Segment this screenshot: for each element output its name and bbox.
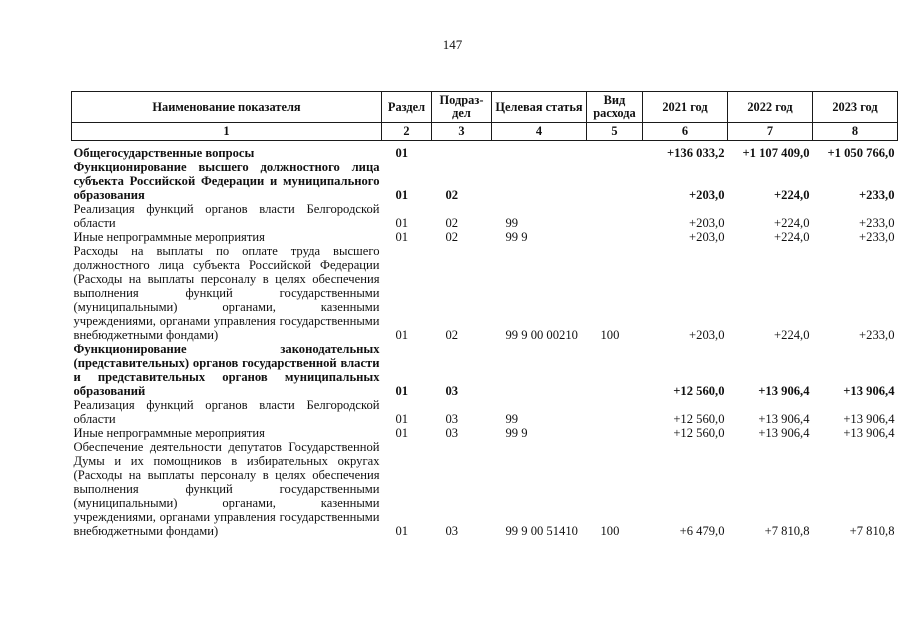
row-target-article: 99 9 00 51410 [505,524,578,538]
column-number: 2 [382,123,432,141]
row-subsection: 02 [445,328,459,342]
column-number-row [72,123,898,141]
row-value-2021: +203,0 [688,188,725,202]
row-value-2021: +203,0 [689,328,725,342]
row-expense-type: 100 [600,328,620,342]
column-number: 3 [432,123,492,141]
row-value-2022: +224,0 [774,328,810,342]
row-value-2023: +13 906,4 [843,426,895,440]
row-expense-type [587,398,643,426]
row-subsection: 03 [445,412,459,426]
row-value-2023: +1 050 766,0 [827,146,895,160]
row-section: 01 [395,384,409,398]
row-value-2022: +13 906,4 [758,384,810,398]
row-indicator-name: Расходы на выплаты по оплате труда высшего должностного лица субъекта Российской Федерации (Расходы на выплаты персоналу в целях обеспечения выполнения функций государственными (муниципальными) органами, казенными учреждениями, органами управления государственными внебюджетными фондами) [73,244,380,342]
row-section: 01 [395,216,409,230]
column-number: 4 [492,123,587,141]
row-value-2022: +224,0 [774,216,810,230]
table-header-row [72,92,898,123]
row-value-2021: +6 479,0 [679,524,725,538]
header-subsection: Подраз-дел [432,92,492,123]
table-row [72,230,898,244]
row-subsection: 03 [445,426,459,440]
header-section: Раздел [382,92,432,123]
row-indicator-name: Иные непрограммные мероприятия [73,230,265,244]
row-subsection: 02 [445,230,459,244]
header-year-2021: 2021 год [643,92,728,123]
row-section: 01 [395,188,409,202]
row-target-article [492,342,587,398]
table-row [72,440,898,538]
row-value-2021: +12 560,0 [673,384,725,398]
row-expense-type [587,202,643,230]
column-number: 6 [643,123,728,141]
table-row [72,398,898,426]
row-value-2022: +13 906,4 [758,426,810,440]
row-value-2023: +233,0 [859,230,895,244]
row-section: 01 [395,146,409,160]
row-target-article [492,141,587,161]
row-subsection: 02 [445,188,459,202]
row-value-2022: +224,0 [773,188,810,202]
header-indicator-name: Наименование показателя [72,92,382,123]
row-indicator-name: Функционирование законодательных (представительных) органов государственной власти и представительных органов муниципальных образований [73,342,380,398]
header-expense-type: Вид расхода [587,92,643,123]
row-indicator-name: Реализация функций органов власти Белгородской области [73,202,380,230]
column-number: 7 [728,123,813,141]
row-value-2021: +203,0 [689,230,725,244]
row-value-2021: +136 033,2 [666,146,725,160]
row-subsection [432,141,492,161]
row-value-2023: +233,0 [859,328,895,342]
header-target-article: Целевая статья [492,92,587,123]
table-row [72,244,898,342]
table-row [72,160,898,202]
table-body [72,141,898,539]
row-section: 01 [395,426,409,440]
page-number: 147 [442,37,463,52]
row-expense-type: 100 [600,524,620,538]
row-value-2021: +12 560,0 [673,412,725,426]
header-year-2023: 2023 год [813,92,898,123]
row-indicator-name: Обеспечение деятельности депутатов Государственной Думы и их помощников в избирательных округах (Расходы на выплаты персоналу в целях обеспечения выполнения функций государственными (муниципальными) органами, казенными учреждениями, органами управления государственными внебюджетными фондами) [73,440,380,538]
row-value-2022: +7 810,8 [764,524,810,538]
row-subsection: 03 [445,524,459,538]
row-value-2023: +7 810,8 [849,524,895,538]
row-target-article: 99 9 [505,426,528,440]
header-year-2022: 2022 год [728,92,813,123]
row-target-article: 99 [505,216,519,230]
row-indicator-name: Реализация функций органов власти Белгородской области [73,398,380,426]
row-expense-type [587,141,643,161]
row-expense-type [587,426,643,440]
row-target-article [492,160,587,202]
row-expense-type [587,160,643,202]
row-value-2023: +233,0 [858,188,895,202]
budget-table [71,91,898,538]
column-number: 5 [587,123,643,141]
row-value-2021: +12 560,0 [673,426,725,440]
column-number: 8 [813,123,898,141]
row-indicator-name: Общегосударственные вопросы [73,146,255,160]
table-row [72,141,898,161]
row-expense-type [587,342,643,398]
row-section: 01 [395,524,409,538]
row-subsection: 03 [445,384,459,398]
row-value-2022: +13 906,4 [758,412,810,426]
row-value-2023: +13 906,4 [843,412,895,426]
row-value-2023: +13 906,4 [843,384,895,398]
row-value-2022: +1 107 409,0 [742,146,810,160]
row-subsection: 02 [445,216,459,230]
row-section: 01 [395,412,409,426]
column-number: 1 [72,123,382,141]
row-indicator-name: Иные непрограммные мероприятия [73,426,265,440]
row-target-article: 99 [505,412,519,426]
table-row [72,202,898,230]
row-section: 01 [395,230,409,244]
row-indicator-name: Функционирование высшего должностного лица субъекта Российской Федерации и муниципального образования [73,160,380,202]
table-row [72,426,898,440]
row-section: 01 [395,328,409,342]
row-target-article: 99 9 00 00210 [505,328,578,342]
row-expense-type [587,230,643,244]
row-target-article: 99 9 [505,230,528,244]
row-value-2022: +224,0 [774,230,810,244]
row-value-2023: +233,0 [859,216,895,230]
row-value-2021: +203,0 [689,216,725,230]
table-row [72,342,898,398]
